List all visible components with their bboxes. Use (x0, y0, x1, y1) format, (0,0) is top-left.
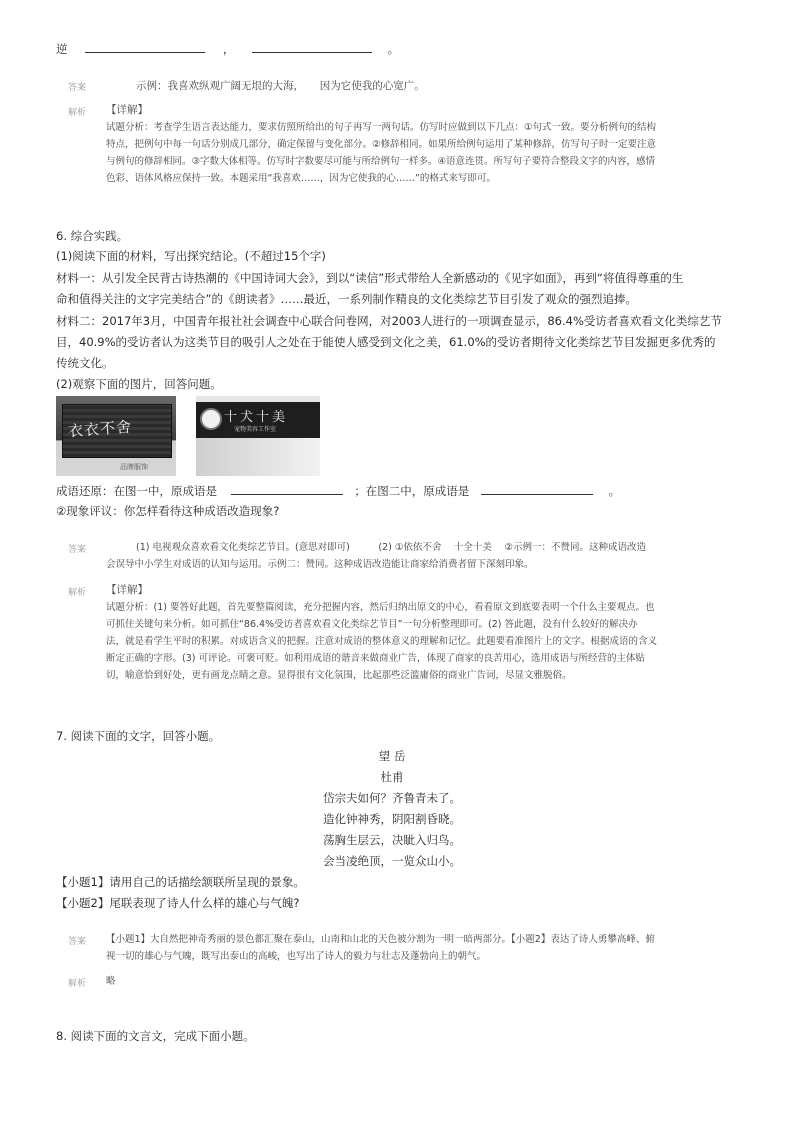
q6-answer-line: (1) 电视观众喜欢看文化类综艺节目。(意思对即可) (2) ①依依不舍 十全十美 ②示例一：不赞同。这种成语改造 (136, 542, 646, 553)
q5-answer-text: 示例：我喜欢纵观广阔无垠的大海， 因为它使我的心宽广。 (136, 80, 425, 92)
photo1-sign-text: 衣衣不舍 (67, 417, 133, 441)
q5-blank-1[interactable] (85, 42, 205, 53)
q5-detail-tag: 【详解】 (106, 104, 148, 116)
q8-title: 8. 阅读下面的文言文，完成下面小题。 (56, 1029, 255, 1043)
q7-analysis-label: 解析 (68, 979, 87, 989)
q6-part2-prompt: (2)观察下面的图片，回答问题。 (56, 377, 222, 391)
q7-answer-line: 视一切的雄心与气魄，既写出泰山的高峻，也写出了诗人的毅力与壮志及蓬勃向上的朝气。 (106, 951, 487, 962)
q6-analysis-line: 断定正确的字形。(3) 可评论。可褒可贬。如利用成语的谐音来做商业广告，体现了商家的良苦用心，选用成语与所经营的主体贴 (106, 653, 645, 664)
restore-label-1: 成语还原：在图一中，原成语是 (56, 484, 217, 498)
q5-answer-label: 答案 (68, 83, 87, 93)
restore-blank-2[interactable] (481, 484, 593, 495)
photo-shop-sign-2 (196, 396, 320, 476)
q6-answer-label: 答案 (68, 545, 87, 555)
poem-line: 会当凌绝顶，一览众山小。 (323, 854, 461, 868)
poem-line: 荡胸生层云，决眦入归鸟。 (323, 833, 461, 847)
q6-title: 6. 综合实践。 (56, 229, 129, 243)
q7-analysis-text: 略 (106, 976, 116, 987)
q5-line-start: 逆 (56, 42, 68, 56)
q6-restore-line (56, 483, 620, 499)
photo2-sub-text: 宠物美容工作室 (234, 426, 277, 433)
q6-material-line: 材料二：2017年3月，中国青年报社社会调查中心联合问卷网，对2003人进行的一项调查显示，86.4%受访者喜欢看文化类综艺节 (56, 314, 722, 328)
photo1-sub-text: 品牌服饰 (120, 463, 148, 471)
q6-detail-tag: 【详解】 (106, 584, 148, 596)
q6-analysis-line: 法，就是看学生平时的积累。对成语含义的把握。注意对成语的整体意义的理解和记忆。此题要看准图片上的文字。根据成语的含义 (106, 636, 658, 647)
q5-analysis-line: 试题分析：考查学生语言表达能力，要求仿照所给出的句子再写一两句话。仿写时应做到以下几点：①句式一致。要分析例句的结构 (106, 122, 657, 133)
q6-comment-prompt: ②现象评议：你怎样看待这种成语改造现象? (56, 504, 280, 518)
q7-subquestion-2: 【小题2】尾联表现了诗人什么样的雄心与气魄? (56, 896, 300, 910)
restore-end-mark: 。 (608, 484, 621, 498)
q6-analysis-label: 解析 (68, 588, 87, 598)
restore-label-2: ；在图二中，原成语是 (354, 484, 470, 498)
poem-title: 望 岳 (378, 749, 406, 763)
q5-comma: ， (222, 42, 235, 56)
q6-material-line: 命和值得关注的文字完美结合”的《朗读者》……最近，一系列制作精良的文化类综艺节目引发了观众的强烈追捧。 (56, 292, 637, 306)
q6-analysis-line: 试题分析：(1) 要答好此题，首先要整篇阅读，充分把握内容，然后归纳出原文的中心，看看原文到底要表明一个什么主要观点。也 (106, 602, 655, 613)
q5-end-mark: 。 (387, 42, 400, 56)
q5-analysis-line: 与例句的修辞相同。③字数大体相等。仿写时字数要尽可能与所给例句一样多。④语意连贯。所写句子要符合整段文字的内容，感情 (106, 156, 656, 167)
poem-line: 造化钟神秀，阴阳割昏晓。 (323, 812, 461, 826)
q6-answer-line: 会误导中小学生对成语的认知与运用。示例二：赞同。这种成语改造能让商家给消费者留下深刻印象。 (106, 559, 534, 570)
q5-analysis-label: 解析 (68, 108, 87, 118)
restore-blank-1[interactable] (231, 484, 343, 495)
q6-material-line: 目，40.9%的受访者认为这类节目的吸引人之处在于能使人感受到文化之美，61.0%的受访者期待文化类综艺节目发掘更多优秀的 (56, 335, 716, 349)
q5-blank-2[interactable] (252, 42, 372, 53)
poem-author: 杜甫 (380, 770, 404, 784)
q5-fill-line (56, 41, 399, 57)
q6-material-line: 传统文化。 (56, 356, 114, 370)
q6-analysis-line: 切，喻意恰到好处，更有画龙点睛之意。显得很有文化氛围，比起那些泛滥庸俗的商业广告词，尽显文雅脱俗。 (106, 670, 572, 681)
q6-part1-prompt: (1)阅读下面的材料，写出探究结论。(不超过15个字) (56, 249, 326, 263)
q7-answer-line: 【小题1】大自然把神奇秀丽的景色都汇聚在泰山，山南和山北的天色被分割为一明一暗两部分。【小题2】表达了诗人勇攀高峰、俯 (106, 934, 655, 945)
photo2-sign-text: 十犬十美 (224, 410, 289, 425)
logo-circle-icon (200, 408, 222, 430)
q7-subquestion-1: 【小题1】请用自己的话描绘颔联所呈现的景象。 (56, 875, 305, 889)
q7-answer-label: 答案 (68, 937, 87, 947)
q5-analysis-line: 特点，把例句中每一句话分别成几部分，确定保留与变化部分。②修辞相同。如果所给例句运用了某种修辞，仿写句子时一定要注意 (106, 139, 657, 150)
q7-title: 7. 阅读下面的文字，回答小题。 (56, 729, 221, 743)
poem-line: 岱宗夫如何？齐鲁青未了。 (323, 791, 461, 805)
wall (196, 438, 320, 476)
q6-material-line: 材料一：从引发全民背古诗热潮的《中国诗词大会》，到以“读信”形式带给人全新感动的《见字如面》，再到“将值得尊重的生 (56, 271, 684, 285)
q6-analysis-line: 可抓住关键句来分析。如可抓住“86.4%受访者喜欢看文化类综艺节目”一句分析整理即可。(2) 答此题，没有什么较好的解决办 (106, 619, 638, 630)
q5-analysis-line: 色彩、语体风格应保持一致。本题采用“我喜欢……，因为它使我的心……”的格式来写即可。 (106, 173, 496, 184)
photo-shop-sign-1 (56, 396, 176, 476)
